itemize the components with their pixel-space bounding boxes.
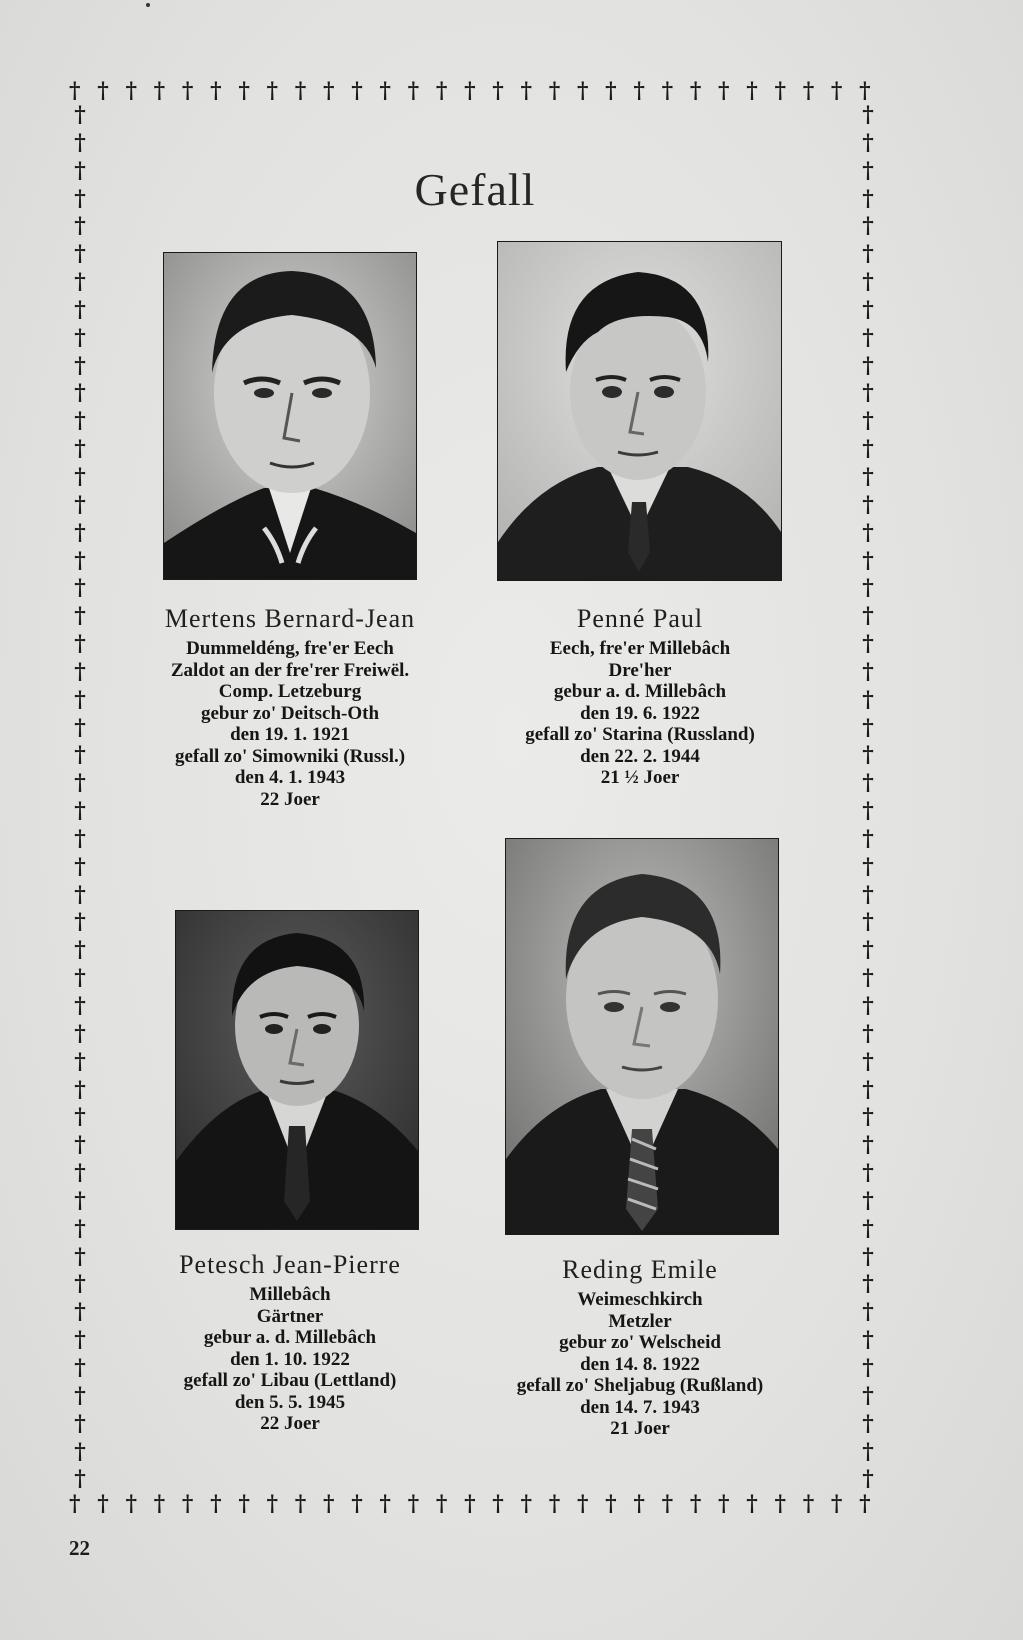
cross-icon: †	[520, 78, 533, 104]
portrait-photo-petesch	[175, 910, 419, 1230]
cross-icon: †	[862, 1215, 874, 1242]
cross-icon: †	[322, 1491, 335, 1517]
cross-icon: †	[74, 686, 86, 713]
cross-icon: †	[862, 324, 874, 351]
cross-icon: †	[74, 631, 86, 658]
cross-border-left	[69, 104, 91, 1491]
entry-line: gefall zo' Libau (Lettland)	[183, 1370, 397, 1391]
cross-icon: †	[74, 853, 86, 880]
entry-line: gebur zo' Welscheid	[559, 1332, 721, 1353]
cross-icon: †	[74, 1104, 86, 1131]
cross-icon: †	[862, 547, 874, 574]
cross-icon: †	[74, 1382, 86, 1409]
cross-icon: †	[862, 1243, 874, 1270]
cross-icon: †	[74, 1299, 86, 1326]
person-name: Reding Emile	[562, 1255, 718, 1284]
cross-icon: †	[862, 1354, 874, 1381]
memorial-entry-petesch	[135, 1250, 445, 1435]
cross-icon: †	[862, 742, 874, 769]
memorial-entry-penne	[480, 604, 800, 789]
cross-icon: †	[74, 185, 86, 212]
cross-icon: †	[125, 1491, 137, 1517]
cross-icon: †	[862, 241, 874, 268]
entry-line: Weimeschkirch	[577, 1289, 703, 1310]
cross-border-top	[69, 78, 871, 104]
cross-icon: †	[862, 575, 874, 602]
cross-icon: †	[862, 1104, 874, 1131]
cross-icon: †	[548, 78, 561, 104]
cross-icon: †	[210, 78, 222, 104]
person-name: Penné Paul	[576, 604, 704, 633]
cross-icon: †	[862, 1020, 874, 1047]
cross-icon: †	[830, 78, 843, 104]
memorial-entry-mertens	[135, 604, 445, 810]
entry-line: Comp. Letzeburg	[218, 681, 362, 702]
cross-icon: †	[74, 463, 86, 490]
cross-icon: †	[74, 1466, 86, 1493]
cross-icon: †	[74, 937, 86, 964]
cross-icon: †	[74, 324, 86, 351]
cross-icon: †	[74, 269, 86, 296]
cross-icon: †	[862, 1132, 874, 1159]
cross-icon: †	[74, 1187, 86, 1214]
cross-icon: †	[862, 380, 874, 407]
cross-icon: †	[69, 78, 81, 104]
cross-icon: †	[862, 686, 874, 713]
cross-icon: †	[862, 1327, 874, 1354]
cross-icon: †	[74, 241, 86, 268]
cross-icon: †	[746, 1491, 758, 1517]
cross-icon: †	[74, 1020, 86, 1047]
cross-icon: †	[74, 1048, 86, 1075]
cross-icon: †	[661, 1491, 674, 1517]
entry-line: gefall zo' Starina (Russland)	[525, 724, 755, 745]
cross-icon: †	[74, 380, 86, 407]
cross-icon: †	[576, 78, 589, 104]
cross-icon: †	[862, 352, 874, 379]
cross-icon: †	[181, 1491, 194, 1517]
cross-icon: †	[74, 770, 86, 797]
cross-icon: †	[862, 519, 874, 546]
cross-icon: †	[294, 1491, 307, 1517]
cross-icon: †	[351, 1491, 363, 1517]
cross-icon: †	[862, 1187, 874, 1214]
cross-icon: †	[862, 1048, 874, 1075]
cross-icon: †	[862, 965, 874, 992]
cross-icon: †	[774, 1491, 786, 1517]
entry-line: den 14. 8. 1922	[580, 1353, 700, 1375]
cross-icon: †	[862, 825, 874, 852]
entry-line: gebur zo' Deitsch-Oth	[200, 702, 380, 724]
cross-icon: †	[294, 78, 307, 104]
cross-icon: †	[802, 1491, 815, 1517]
cross-icon: †	[548, 1491, 561, 1517]
cross-icon: †	[125, 78, 137, 104]
portrait-photo-penne	[497, 241, 782, 581]
cross-icon: †	[862, 408, 874, 435]
cross-icon: †	[74, 352, 86, 379]
cross-icon: †	[520, 1491, 533, 1517]
entry-line: Zaldot an der fre'rer Freiwël.	[170, 659, 410, 681]
cross-icon: †	[862, 798, 874, 825]
cross-icon: †	[862, 1076, 874, 1103]
cross-icon: †	[862, 102, 874, 128]
entry-line: gefall zo' Simowniki (Russl.)	[174, 745, 406, 767]
cross-icon: †	[97, 1491, 109, 1517]
cross-icon: †	[74, 102, 86, 128]
cross-icon: †	[862, 603, 874, 630]
cross-icon: †	[859, 78, 871, 104]
cross-icon: †	[862, 1438, 874, 1465]
entry-line: 21 Joer	[610, 1418, 670, 1439]
page-number: 22	[69, 1536, 90, 1560]
cross-icon: †	[74, 658, 86, 685]
cross-icon: †	[322, 78, 335, 104]
cross-icon: †	[181, 78, 194, 104]
cross-icon: †	[74, 408, 86, 435]
cross-icon: †	[605, 1491, 617, 1517]
cross-icon: †	[210, 1491, 222, 1517]
cross-icon: †	[74, 1410, 86, 1437]
cross-icon: †	[74, 519, 86, 546]
cross-icon: †	[266, 1491, 279, 1517]
cross-icon: †	[862, 213, 874, 240]
cross-icon: †	[605, 78, 617, 104]
cross-icon: †	[689, 1491, 702, 1517]
entry-line: Dummeldéng, fre'er Eech	[186, 638, 394, 659]
cross-icon: †	[379, 78, 391, 104]
cross-icon: †	[266, 78, 279, 104]
cross-icon: †	[97, 78, 109, 104]
cross-icon: †	[862, 1382, 874, 1409]
cross-icon: †	[351, 78, 363, 104]
person-name: Petesch Jean-Pierre	[179, 1250, 401, 1279]
cross-icon: †	[862, 436, 874, 463]
entry-line: den 4. 1. 1943	[234, 767, 346, 788]
cross-icon: †	[407, 1491, 420, 1517]
cross-icon: †	[862, 658, 874, 685]
cross-icon: †	[74, 296, 86, 323]
entry-line: den 1. 10. 1922	[230, 1348, 350, 1370]
entry-line: den 19. 1. 1921	[230, 724, 350, 745]
cross-icon: †	[802, 78, 815, 104]
cross-icon: †	[74, 965, 86, 992]
cross-border-right	[857, 104, 879, 1491]
cross-icon: †	[74, 881, 86, 908]
cross-icon: †	[862, 993, 874, 1019]
cross-icon: †	[862, 491, 874, 518]
cross-icon: †	[74, 129, 86, 156]
cross-icon: †	[238, 1491, 250, 1517]
cross-icon: †	[862, 770, 874, 797]
cross-icon: †	[862, 129, 874, 156]
cross-icon: †	[746, 78, 758, 104]
cross-icon: †	[74, 1271, 86, 1298]
cross-icon: †	[862, 1271, 874, 1298]
cross-icon: †	[74, 603, 86, 630]
cross-icon: †	[74, 714, 86, 741]
cross-icon: †	[379, 1491, 391, 1517]
entry-line: Gärtner	[256, 1305, 324, 1327]
cross-icon: †	[774, 78, 786, 104]
cross-icon: †	[74, 1243, 86, 1270]
person-name: Mertens Bernard-Jean	[164, 604, 416, 633]
cross-icon: †	[74, 547, 86, 574]
cross-icon: †	[633, 1491, 645, 1517]
cross-icon: †	[74, 491, 86, 518]
cross-icon: †	[633, 78, 645, 104]
cross-icon: †	[862, 1466, 874, 1493]
portrait-photo-reding	[505, 838, 779, 1235]
cross-icon: †	[407, 78, 420, 104]
cross-icon: †	[830, 1491, 843, 1517]
cross-icon: †	[153, 1491, 166, 1517]
cross-icon: †	[464, 78, 476, 104]
entry-line: Dre'her	[608, 659, 672, 681]
entry-line: 21 ½ Joer	[600, 767, 680, 788]
cross-icon: †	[862, 1410, 874, 1437]
entry-line: den 22. 2. 1944	[580, 745, 700, 767]
cross-icon: †	[862, 909, 874, 936]
cross-icon: †	[74, 825, 86, 852]
cross-icon: †	[74, 1160, 86, 1187]
cross-icon: †	[862, 631, 874, 658]
cross-icon: †	[74, 798, 86, 825]
cross-icon: †	[74, 1215, 86, 1242]
cross-icon: †	[74, 742, 86, 769]
entry-line: gefall zo' Sheljabug (Rußland)	[516, 1375, 764, 1396]
cross-icon: †	[74, 157, 86, 184]
cross-icon: †	[492, 1491, 504, 1517]
cross-icon: †	[661, 78, 674, 104]
cross-icon: †	[238, 78, 250, 104]
cross-icon: †	[74, 1327, 86, 1354]
entry-line: den 19. 6. 1922	[580, 702, 700, 724]
cross-icon: †	[862, 853, 874, 880]
cross-icon: †	[74, 436, 86, 463]
entry-line: den 5. 5. 1945	[234, 1391, 346, 1413]
cross-icon: †	[435, 78, 448, 104]
cross-icon: †	[74, 213, 86, 240]
print-speck	[146, 3, 150, 7]
entry-line: den 14. 7. 1943	[580, 1396, 700, 1418]
entry-line: 22 Joer	[260, 1413, 320, 1434]
cross-icon: †	[862, 714, 874, 741]
cross-icon: †	[435, 1491, 448, 1517]
cross-icon: †	[862, 881, 874, 908]
cross-icon: †	[74, 575, 86, 602]
cross-icon: †	[862, 185, 874, 212]
entry-line: Eech, fre'er Millebâch	[549, 638, 731, 659]
cross-icon: †	[862, 269, 874, 296]
cross-icon: †	[689, 78, 702, 104]
cross-icon: †	[576, 1491, 589, 1517]
cross-icon: †	[74, 909, 86, 936]
cross-icon: †	[859, 1491, 871, 1517]
cross-icon: †	[464, 1491, 476, 1517]
cross-icon: †	[153, 78, 166, 104]
page-title: Gefall	[414, 164, 536, 215]
cross-icon: †	[718, 1491, 730, 1517]
entry-line: Metzler	[608, 1310, 672, 1332]
cross-icon: †	[862, 463, 874, 490]
cross-icon: †	[862, 1160, 874, 1187]
cross-icon: †	[74, 1438, 86, 1465]
cross-icon: †	[74, 1354, 86, 1381]
cross-icon: †	[74, 1076, 86, 1103]
cross-icon: †	[74, 993, 86, 1019]
cross-icon: †	[492, 78, 504, 104]
cross-icon: †	[862, 296, 874, 323]
cross-icon: †	[74, 1132, 86, 1159]
entry-line: gebur a. d. Millebâch	[553, 681, 727, 702]
cross-icon: †	[862, 937, 874, 964]
entry-line: 22 Joer	[260, 788, 320, 810]
entry-line: gebur a. d. Millebâch	[203, 1327, 377, 1348]
cross-icon: †	[862, 1299, 874, 1326]
cross-icon: †	[69, 1491, 81, 1517]
portrait-photo-mertens	[163, 252, 417, 580]
entry-line: Millebâch	[249, 1284, 331, 1305]
cross-icon: †	[862, 157, 874, 184]
cross-icon: †	[718, 78, 730, 104]
memorial-entry-reding	[480, 1255, 800, 1440]
cross-border-bottom	[69, 1491, 871, 1517]
